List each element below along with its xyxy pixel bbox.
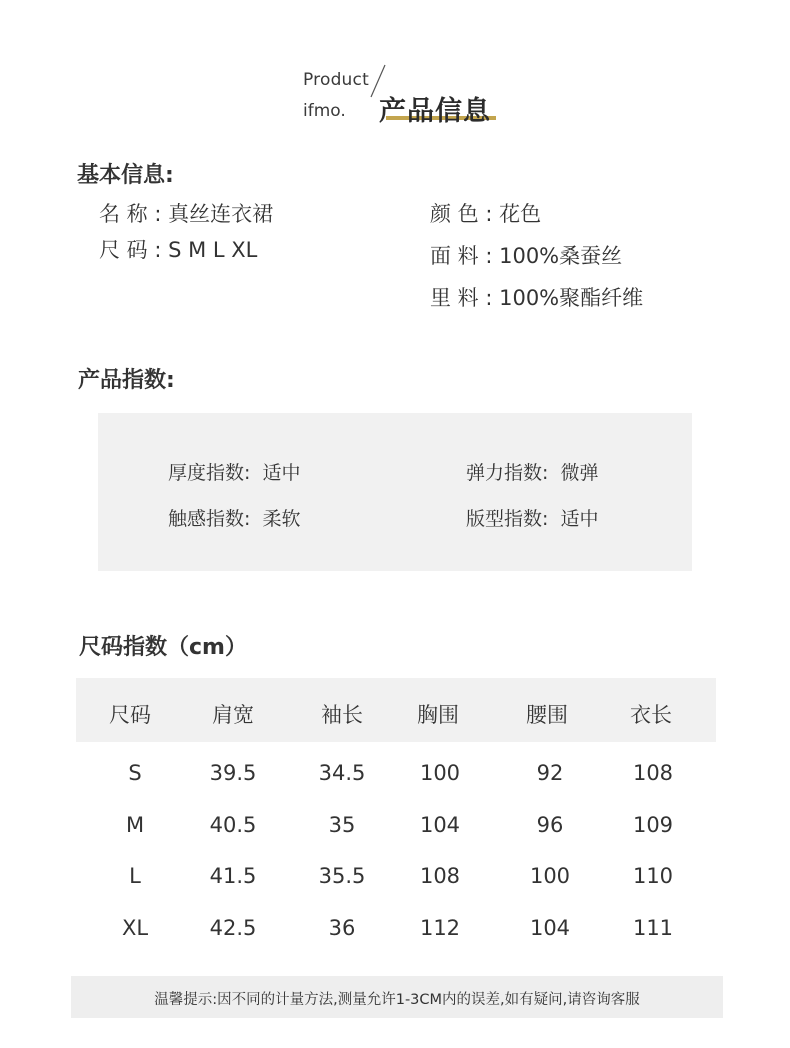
info-color: 颜 色 : 花色 xyxy=(430,202,542,226)
table-cell: 109 xyxy=(632,813,674,837)
column-header-length: 衣长 xyxy=(630,703,672,727)
table-cell: 112 xyxy=(419,916,461,940)
table-cell: 35.5 xyxy=(318,864,366,888)
table-cell: 104 xyxy=(529,916,571,940)
table-cell: 39.5 xyxy=(209,761,257,785)
product-index-panel xyxy=(98,413,692,571)
column-header-sleeve: 袖长 xyxy=(321,703,363,727)
table-cell: 96 xyxy=(536,813,564,837)
header-english-line-1: Product xyxy=(303,70,369,90)
table-cell: 104 xyxy=(419,813,461,837)
table-cell: 36 xyxy=(328,916,356,940)
table-cell: M xyxy=(125,813,145,837)
table-cell: L xyxy=(129,864,141,888)
table-cell: 41.5 xyxy=(209,864,257,888)
index-fit: 版型指数: 适中 xyxy=(466,508,599,530)
table-cell: 42.5 xyxy=(209,916,257,940)
column-header-waist: 腰围 xyxy=(526,703,568,727)
table-cell: 100 xyxy=(529,864,571,888)
column-header-bust: 胸围 xyxy=(417,703,459,727)
table-cell: 100 xyxy=(419,761,461,785)
size-chart-heading: 尺码指数（cm） xyxy=(79,635,247,660)
index-elasticity: 弹力指数: 微弹 xyxy=(466,462,599,484)
info-name: 名 称 : 真丝连衣裙 xyxy=(99,202,274,226)
table-cell: S xyxy=(128,761,142,785)
info-lining: 里 料 : 100%聚酯纤维 xyxy=(430,286,644,310)
index-thickness: 厚度指数: 适中 xyxy=(168,462,301,484)
table-cell: 92 xyxy=(536,761,564,785)
column-header-shoulder: 肩宽 xyxy=(212,703,254,727)
info-size: 尺 码 : S M L XL xyxy=(99,238,258,262)
table-cell: 40.5 xyxy=(209,813,257,837)
basic-info-heading: 基本信息: xyxy=(77,163,174,188)
header-english-line-2: ifmo. xyxy=(303,101,346,121)
page-title: 产品信息 xyxy=(379,96,491,127)
table-cell: 111 xyxy=(632,916,674,940)
footer-note: 温馨提示:因不同的计量方法,测量允许1-3CM内的误差,如有疑问,请咨询客服 xyxy=(154,992,640,1008)
table-cell: 110 xyxy=(632,864,674,888)
table-cell: XL xyxy=(121,916,149,940)
column-header-size: 尺码 xyxy=(109,703,151,727)
product-index-heading: 产品指数: xyxy=(78,368,175,393)
index-touch: 触感指数: 柔软 xyxy=(168,508,301,530)
table-cell: 108 xyxy=(419,864,461,888)
table-cell: 34.5 xyxy=(318,761,366,785)
table-cell: 35 xyxy=(328,813,356,837)
table-cell: 108 xyxy=(632,761,674,785)
info-fabric: 面 料 : 100%桑蚕丝 xyxy=(430,244,623,268)
